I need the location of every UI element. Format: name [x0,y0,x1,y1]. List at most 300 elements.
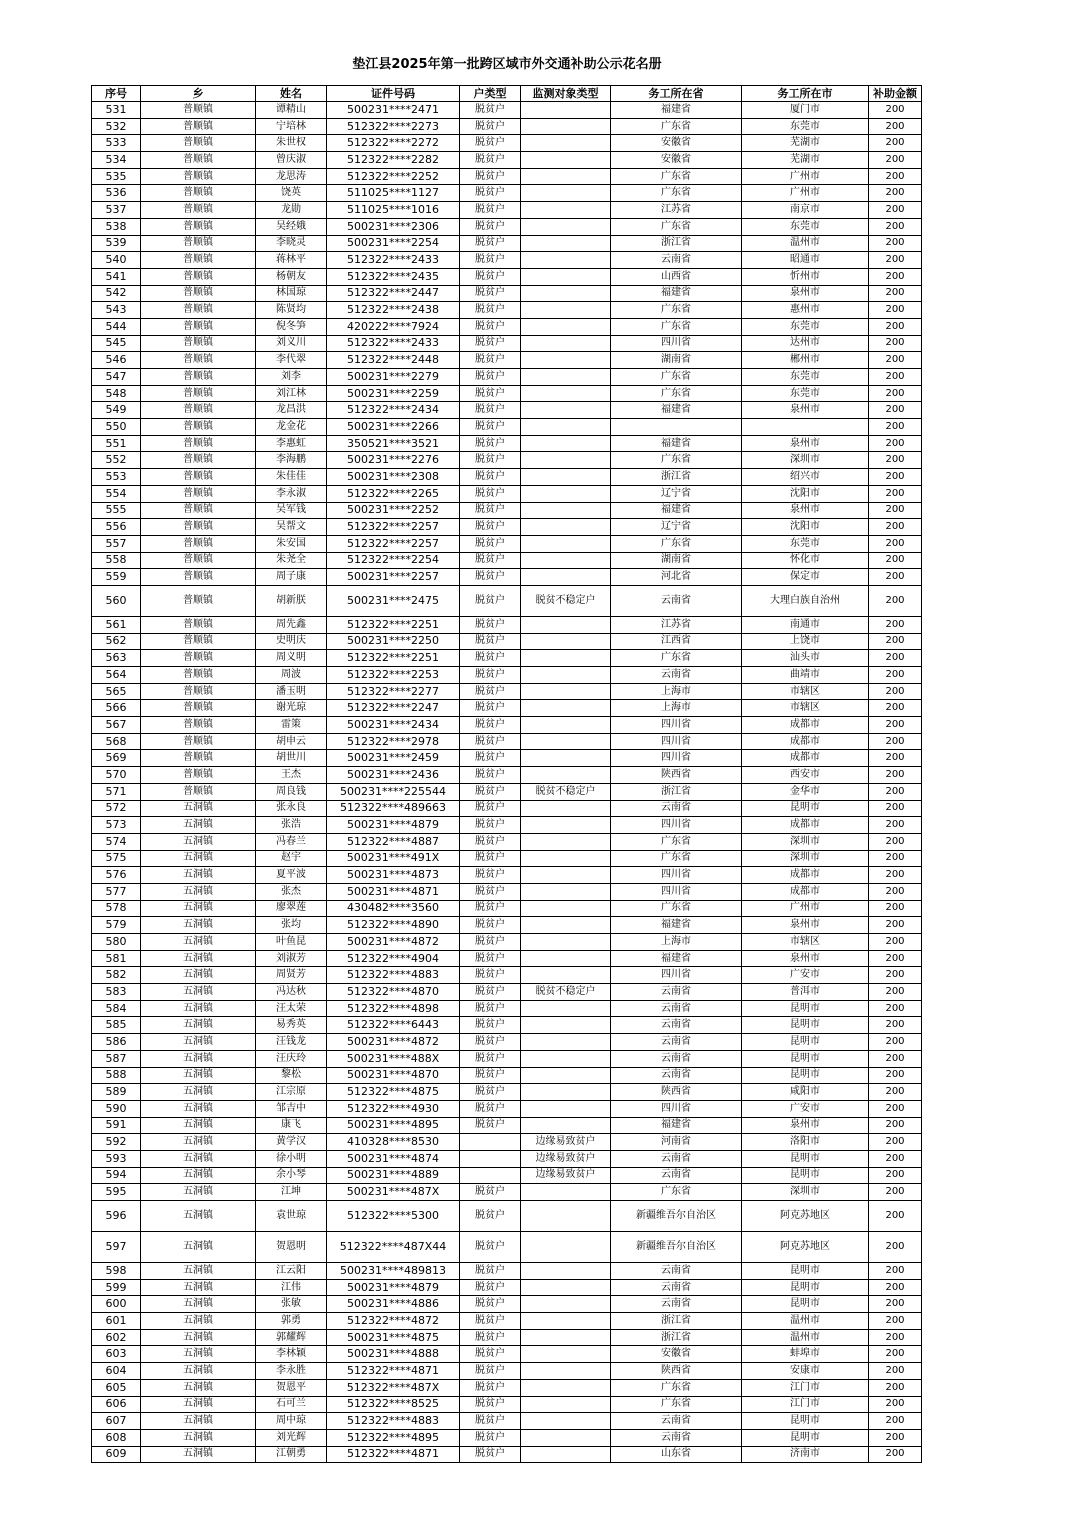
cell-id-number: 512322****489663 [327,800,460,817]
cell-township: 普顺镇 [141,502,256,519]
cell-monitor-type [521,1017,611,1034]
cell-monitor-type [521,435,611,452]
cell-work-city: 芜湖市 [742,135,869,152]
cell-seq: 533 [92,135,141,152]
table-row [92,917,922,934]
cell-work-city [742,419,869,436]
cell-monitor-type [521,817,611,834]
cell-monitor-type [521,1084,611,1101]
table-row [92,900,922,917]
cell-work-province: 江西省 [611,633,742,650]
cell-subsidy-amount: 200 [869,185,922,202]
cell-subsidy-amount: 200 [869,218,922,235]
cell-id-number: 512322****2272 [327,135,460,152]
cell-id-number: 500231****4879 [327,1279,460,1296]
cell-work-city: 泉州市 [742,502,869,519]
table-row [92,1117,922,1134]
table-row [92,218,922,235]
cell-household-type: 脱贫户 [460,168,521,185]
cell-monitor-type [521,950,611,967]
cell-household-type: 脱贫户 [460,1279,521,1296]
cell-township: 普顺镇 [141,352,256,369]
cell-seq: 593 [92,1150,141,1167]
cell-name: 郭耀辉 [256,1329,327,1346]
cell-subsidy-amount: 200 [869,883,922,900]
subsidy-roster-table [91,85,922,1463]
cell-id-number: 512322****5300 [327,1201,460,1232]
cell-monitor-type [521,616,611,633]
table-row [92,1279,922,1296]
table-row [92,800,922,817]
table-row [92,1050,922,1067]
cell-township: 普顺镇 [141,152,256,169]
cell-household-type: 脱贫户 [460,967,521,984]
table-row [92,502,922,519]
cell-name: 石可兰 [256,1396,327,1413]
cell-monitor-type [521,683,611,700]
cell-id-number: 500231****2259 [327,385,460,402]
cell-monitor-type: 边缘易致贫户 [521,1167,611,1184]
cell-id-number: 500231****4870 [327,1067,460,1084]
header-seq: 序号 [92,86,141,102]
cell-seq: 589 [92,1084,141,1101]
cell-monitor-type [521,452,611,469]
table-row [92,934,922,951]
cell-id-number: 512322****487X44 [327,1232,460,1263]
table-row [92,118,922,135]
cell-seq: 566 [92,700,141,717]
cell-name: 雷策 [256,717,327,734]
cell-seq: 600 [92,1296,141,1313]
cell-work-province: 浙江省 [611,235,742,252]
cell-township: 普顺镇 [141,485,256,502]
cell-name: 李惠虹 [256,435,327,452]
cell-household-type: 脱贫户 [460,934,521,951]
cell-work-city: 成都市 [742,717,869,734]
cell-monitor-type [521,633,611,650]
cell-monitor-type: 边缘易致贫户 [521,1134,611,1151]
table-row [92,268,922,285]
cell-household-type: 脱贫户 [460,1363,521,1380]
cell-work-city: 广州市 [742,185,869,202]
table-row [92,402,922,419]
cell-township: 普顺镇 [141,168,256,185]
cell-id-number: 512322****2434 [327,402,460,419]
cell-monitor-type: 脱贫不稳定户 [521,984,611,1001]
cell-work-city: 广安市 [742,967,869,984]
cell-subsidy-amount: 200 [869,1313,922,1330]
cell-household-type: 脱贫户 [460,1117,521,1134]
cell-id-number: 500231****2459 [327,750,460,767]
cell-work-province: 广东省 [611,118,742,135]
cell-seq: 564 [92,667,141,684]
cell-township: 五洞镇 [141,1050,256,1067]
cell-monitor-type [521,750,611,767]
table-row [92,385,922,402]
cell-township: 普顺镇 [141,700,256,717]
cell-household-type: 脱贫户 [460,369,521,386]
cell-subsidy-amount: 200 [869,235,922,252]
cell-seq: 537 [92,202,141,219]
table-row [92,552,922,569]
cell-seq: 545 [92,335,141,352]
cell-seq: 581 [92,950,141,967]
cell-work-city: 金华市 [742,783,869,800]
cell-work-city: 市辖区 [742,683,869,700]
cell-township: 五洞镇 [141,1346,256,1363]
cell-monitor-type [521,1000,611,1017]
cell-township: 普顺镇 [141,102,256,119]
table-row [92,102,922,119]
cell-monitor-type [521,850,611,867]
cell-work-city: 汕头市 [742,650,869,667]
cell-name: 王杰 [256,767,327,784]
cell-subsidy-amount: 200 [869,1067,922,1084]
cell-seq: 546 [92,352,141,369]
cell-monitor-type [521,967,611,984]
cell-household-type: 脱贫户 [460,667,521,684]
cell-monitor-type [521,733,611,750]
cell-id-number: 512322****4890 [327,917,460,934]
cell-work-city: 昆明市 [742,1150,869,1167]
cell-township: 五洞镇 [141,1313,256,1330]
cell-subsidy-amount: 200 [869,967,922,984]
cell-work-province: 河南省 [611,1134,742,1151]
cell-township: 普顺镇 [141,535,256,552]
cell-id-number: 512322****2448 [327,352,460,369]
cell-name: 贺恩明 [256,1232,327,1263]
cell-household-type: 脱贫户 [460,1346,521,1363]
table-row [92,302,922,319]
cell-monitor-type [521,1379,611,1396]
cell-id-number: 500231****491X [327,850,460,867]
cell-work-province: 广东省 [611,1184,742,1201]
cell-id-number: 512322****2282 [327,152,460,169]
cell-monitor-type [521,1067,611,1084]
table-row [92,1034,922,1051]
cell-name: 汪太荣 [256,1000,327,1017]
cell-seq: 587 [92,1050,141,1067]
cell-township: 普顺镇 [141,783,256,800]
cell-seq: 538 [92,218,141,235]
cell-work-province: 福建省 [611,102,742,119]
table-row [92,667,922,684]
cell-monitor-type [521,502,611,519]
cell-household-type: 脱贫户 [460,1379,521,1396]
cell-work-city: 江门市 [742,1379,869,1396]
table-row [92,285,922,302]
cell-seq: 543 [92,302,141,319]
cell-name: 张永良 [256,800,327,817]
cell-name: 汪钱龙 [256,1034,327,1051]
cell-subsidy-amount: 200 [869,1329,922,1346]
cell-household-type: 脱贫户 [460,984,521,1001]
cell-work-province: 广东省 [611,318,742,335]
cell-id-number: 512322****4883 [327,1413,460,1430]
cell-household-type: 脱贫户 [460,135,521,152]
cell-township: 五洞镇 [141,1413,256,1430]
cell-work-province: 新疆维吾尔自治区 [611,1201,742,1232]
cell-township: 普顺镇 [141,218,256,235]
cell-work-province: 广东省 [611,385,742,402]
cell-township: 普顺镇 [141,750,256,767]
cell-subsidy-amount: 200 [869,419,922,436]
cell-name: 汪庆玲 [256,1050,327,1067]
table-row [92,850,922,867]
table-row [92,950,922,967]
cell-monitor-type [521,867,611,884]
cell-subsidy-amount: 200 [869,369,922,386]
table-row [92,1329,922,1346]
cell-work-province: 浙江省 [611,783,742,800]
cell-work-city: 东莞市 [742,535,869,552]
cell-monitor-type [521,650,611,667]
cell-seq: 605 [92,1379,141,1396]
cell-subsidy-amount: 200 [869,135,922,152]
cell-township: 五洞镇 [141,1429,256,1446]
cell-seq: 586 [92,1034,141,1051]
cell-work-city: 昆明市 [742,1000,869,1017]
cell-work-province [611,419,742,436]
cell-township: 普顺镇 [141,402,256,419]
cell-name: 蒋林平 [256,252,327,269]
cell-name: 夏平波 [256,867,327,884]
cell-seq: 556 [92,519,141,536]
cell-work-province: 河北省 [611,569,742,586]
cell-household-type: 脱贫户 [460,218,521,235]
cell-name: 饶英 [256,185,327,202]
cell-name: 朱尧全 [256,552,327,569]
table-row [92,833,922,850]
cell-name: 周先鑫 [256,616,327,633]
cell-household-type: 脱贫户 [460,302,521,319]
cell-work-city: 洛阳市 [742,1134,869,1151]
cell-id-number: 512322****2257 [327,535,460,552]
cell-name: 江宗原 [256,1084,327,1101]
cell-work-province: 上海市 [611,934,742,951]
cell-work-province: 四川省 [611,335,742,352]
cell-id-number: 500231****2436 [327,767,460,784]
cell-name: 江伟 [256,1279,327,1296]
cell-household-type: 脱贫户 [460,867,521,884]
cell-work-province: 云南省 [611,1429,742,1446]
cell-township: 普顺镇 [141,717,256,734]
cell-name: 刘光辉 [256,1429,327,1446]
cell-work-province: 广东省 [611,833,742,850]
cell-work-province: 云南省 [611,1413,742,1430]
cell-subsidy-amount: 200 [869,783,922,800]
cell-work-province: 云南省 [611,1017,742,1034]
cell-household-type: 脱贫户 [460,235,521,252]
table-row [92,369,922,386]
cell-id-number: 512322****2247 [327,700,460,717]
cell-name: 冯春兰 [256,833,327,850]
cell-id-number: 500231****4886 [327,1296,460,1313]
cell-township: 五洞镇 [141,1100,256,1117]
cell-work-province: 广东省 [611,218,742,235]
cell-household-type: 脱贫户 [460,1232,521,1263]
cell-township: 普顺镇 [141,469,256,486]
cell-id-number: 430482****3560 [327,900,460,917]
cell-name: 江云阳 [256,1263,327,1280]
cell-work-city: 泉州市 [742,402,869,419]
cell-seq: 607 [92,1413,141,1430]
cell-name: 史明庆 [256,633,327,650]
table-row [92,352,922,369]
cell-work-city: 广州市 [742,168,869,185]
cell-monitor-type [521,767,611,784]
cell-seq: 550 [92,419,141,436]
cell-subsidy-amount: 200 [869,452,922,469]
cell-name: 李林颖 [256,1346,327,1363]
cell-id-number: 512322****2265 [327,485,460,502]
cell-work-city: 南通市 [742,616,869,633]
cell-seq: 557 [92,535,141,552]
cell-monitor-type [521,1100,611,1117]
cell-monitor-type [521,1034,611,1051]
cell-id-number: 512322****2254 [327,552,460,569]
cell-work-province: 福建省 [611,1117,742,1134]
cell-monitor-type [521,1346,611,1363]
cell-township: 五洞镇 [141,833,256,850]
table-row [92,1084,922,1101]
cell-work-city: 成都市 [742,867,869,884]
cell-work-city: 忻州市 [742,268,869,285]
cell-id-number: 512322****4904 [327,950,460,967]
cell-subsidy-amount: 200 [869,633,922,650]
cell-work-city: 南京市 [742,202,869,219]
cell-household-type: 脱贫户 [460,633,521,650]
header-subsidy-amount: 补助金额 [869,86,922,102]
cell-subsidy-amount: 200 [869,519,922,536]
cell-id-number: 500231****489813 [327,1263,460,1280]
cell-township: 五洞镇 [141,1446,256,1463]
cell-id-number: 512322****2447 [327,285,460,302]
table-row [92,318,922,335]
cell-subsidy-amount: 200 [869,1379,922,1396]
cell-household-type [460,1167,521,1184]
table-row [92,569,922,586]
cell-seq: 532 [92,118,141,135]
cell-name: 康飞 [256,1117,327,1134]
table-row [92,485,922,502]
cell-name: 吴军钱 [256,502,327,519]
cell-household-type: 脱贫户 [460,783,521,800]
cell-subsidy-amount: 200 [869,1346,922,1363]
cell-seq: 592 [92,1134,141,1151]
cell-seq: 565 [92,683,141,700]
cell-seq: 558 [92,552,141,569]
cell-work-city: 成都市 [742,733,869,750]
cell-subsidy-amount: 200 [869,285,922,302]
cell-work-city: 昆明市 [742,1429,869,1446]
cell-household-type: 脱贫户 [460,452,521,469]
cell-work-province: 云南省 [611,1296,742,1313]
cell-work-city: 东莞市 [742,318,869,335]
cell-work-city: 东莞市 [742,385,869,402]
cell-work-province: 广东省 [611,1396,742,1413]
cell-monitor-type [521,1184,611,1201]
cell-seq: 567 [92,717,141,734]
cell-township: 普顺镇 [141,268,256,285]
cell-household-type: 脱贫户 [460,402,521,419]
cell-subsidy-amount: 200 [869,252,922,269]
cell-subsidy-amount: 200 [869,385,922,402]
cell-seq: 602 [92,1329,141,1346]
cell-work-province: 江苏省 [611,202,742,219]
cell-work-province: 云南省 [611,1034,742,1051]
cell-household-type: 脱贫户 [460,1201,521,1232]
cell-work-province: 浙江省 [611,469,742,486]
table-row [92,202,922,219]
table-row [92,733,922,750]
cell-household-type: 脱贫户 [460,335,521,352]
table-row [92,700,922,717]
cell-household-type [460,1150,521,1167]
cell-work-province: 上海市 [611,683,742,700]
cell-id-number: 512322****4871 [327,1363,460,1380]
cell-monitor-type [521,1232,611,1263]
cell-name: 潘玉明 [256,683,327,700]
cell-work-city: 昆明市 [742,800,869,817]
cell-monitor-type [521,1446,611,1463]
cell-subsidy-amount: 200 [869,402,922,419]
cell-subsidy-amount: 200 [869,683,922,700]
cell-monitor-type [521,1050,611,1067]
cell-work-province: 云南省 [611,1279,742,1296]
cell-name: 刘淑芳 [256,950,327,967]
cell-work-province: 浙江省 [611,1313,742,1330]
table-row [92,452,922,469]
cell-subsidy-amount: 200 [869,1000,922,1017]
cell-work-city: 昆明市 [742,1017,869,1034]
cell-seq: 554 [92,485,141,502]
cell-township: 五洞镇 [141,867,256,884]
table-row [92,1363,922,1380]
cell-household-type: 脱贫户 [460,750,521,767]
cell-work-city: 普洱市 [742,984,869,1001]
cell-subsidy-amount: 200 [869,717,922,734]
cell-seq: 596 [92,1201,141,1232]
header-household-type: 户类型 [460,86,521,102]
cell-subsidy-amount: 200 [869,352,922,369]
cell-monitor-type [521,717,611,734]
cell-household-type: 脱贫户 [460,833,521,850]
cell-name: 曾庆淑 [256,152,327,169]
cell-work-city: 昆明市 [742,1034,869,1051]
cell-name: 谭精山 [256,102,327,119]
cell-seq: 598 [92,1263,141,1280]
cell-household-type: 脱贫户 [460,1429,521,1446]
cell-household-type: 脱贫户 [460,352,521,369]
cell-seq: 608 [92,1429,141,1446]
cell-id-number: 512322****2253 [327,667,460,684]
cell-subsidy-amount: 200 [869,667,922,684]
cell-name: 邹吉中 [256,1100,327,1117]
cell-subsidy-amount: 200 [869,1117,922,1134]
cell-township: 五洞镇 [141,1000,256,1017]
cell-subsidy-amount: 200 [869,700,922,717]
cell-id-number: 512322****4883 [327,967,460,984]
cell-name: 倪冬笋 [256,318,327,335]
cell-work-province: 四川省 [611,883,742,900]
cell-township: 普顺镇 [141,235,256,252]
cell-seq: 535 [92,168,141,185]
cell-seq: 588 [92,1067,141,1084]
cell-monitor-type [521,1201,611,1232]
cell-household-type: 脱贫户 [460,435,521,452]
cell-township: 五洞镇 [141,883,256,900]
